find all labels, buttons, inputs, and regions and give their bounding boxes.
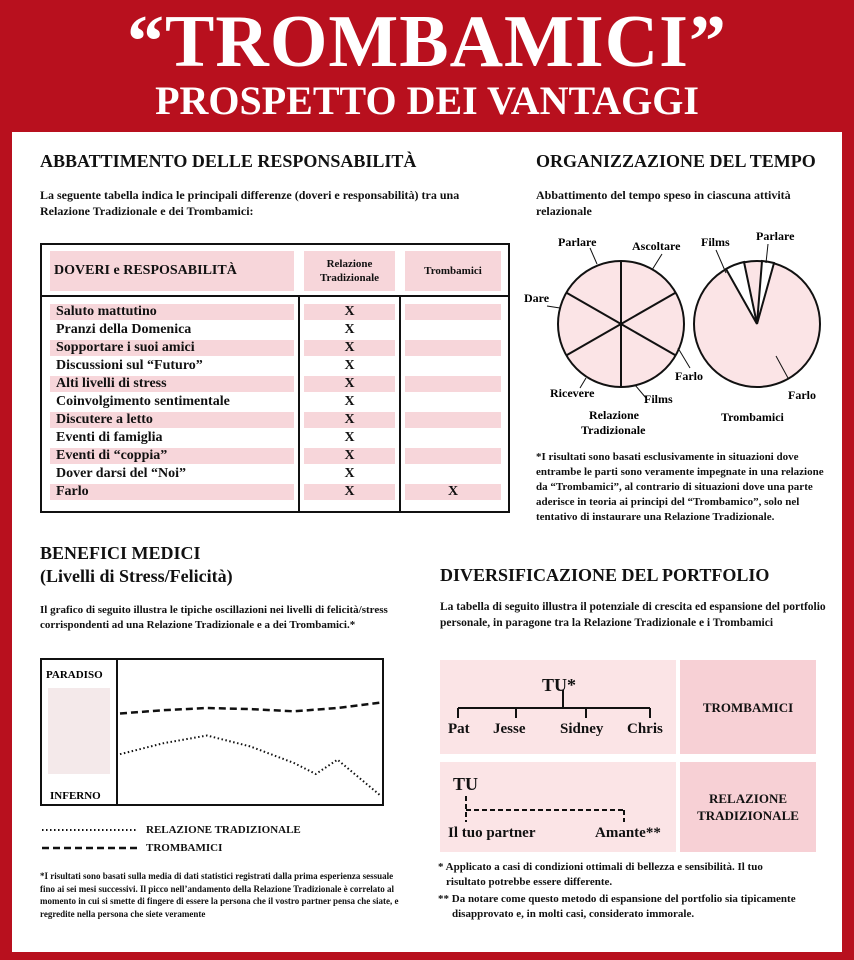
responsibilities-intro: La seguente tabella indica le principali differenze (doveri e responsabilità) tra una Relazione Tradizionale e dei Trombamici: — [40, 188, 460, 218]
pie-caption-line-2: Tradizionale — [581, 423, 646, 437]
pie-traditional — [524, 235, 703, 437]
medical-heading-1: BENEFICI MEDICI — [40, 543, 201, 563]
duty-cell: Dover darsi del “Noi” — [56, 466, 187, 481]
fwb-root: TU* — [542, 675, 577, 695]
trad-tree-label: RELAZIONE TRADIZIONALE — [680, 762, 816, 852]
pie-fwb-caption: Trombamici — [721, 410, 784, 424]
fwb-name-pat: Pat — [448, 721, 470, 737]
table-row — [42, 429, 508, 447]
column-header-duties: DOVERI e RESPOSABILITÀ — [50, 251, 294, 291]
stress-chart — [40, 658, 386, 808]
time-intro: Abbattimento del tempo speso in ciascuna attività relazionale — [536, 188, 791, 218]
traditional-cell: X — [304, 304, 395, 320]
y-label-paradiso: PARADISO — [46, 669, 103, 681]
traditional-cell: X — [344, 466, 355, 481]
table-row — [42, 375, 508, 393]
fwb-cell — [405, 376, 501, 392]
pie-label-farlo: Farlo — [675, 369, 703, 383]
table-row — [42, 465, 508, 483]
pie-fwb-label-parlare: Parlare — [756, 229, 795, 243]
legend-traditional: RELAZIONE TRADIZIONALE — [146, 824, 301, 836]
duty-cell: Farlo — [50, 484, 294, 500]
pie-fwb-label-films: Films — [701, 235, 730, 249]
pie-label-leader — [716, 250, 726, 273]
duty-cell: Pranzi della Domenica — [56, 322, 192, 337]
duty-cell: Eventi di “coppia” — [50, 448, 294, 464]
chart-legend-lines — [40, 822, 150, 852]
header — [0, 0, 854, 132]
duty-cell: Sopportare i suoi amici — [50, 340, 294, 356]
pie-caption-line-1: Relazione — [589, 408, 639, 422]
table-row — [42, 483, 508, 501]
page-title: “TROMBAMICI” — [127, 1, 727, 83]
duty-cell: Alti livelli di stress — [50, 376, 294, 392]
legend-fwb: TROMBAMICI — [146, 842, 223, 854]
traditional-cell: X — [304, 340, 395, 356]
duty-cell: Eventi di famiglia — [56, 430, 163, 445]
responsibilities-table — [40, 243, 510, 513]
table-row — [42, 339, 508, 357]
medical-heading-2: (Livelli di Stress/Felicità) — [40, 566, 233, 586]
fwb-name-jesse: Jesse — [493, 721, 526, 737]
time-pie-charts — [512, 228, 842, 440]
page-subtitle: PROSPETTO DEI VANTAGGI — [155, 78, 699, 123]
traditional-cell: X — [344, 358, 355, 373]
fwb-cell — [405, 412, 501, 428]
traditional-cell: X — [344, 430, 355, 445]
table-row — [42, 303, 508, 321]
fwb-tree-label: TROMBAMICI — [680, 660, 816, 754]
trad-name-lover: Amante** — [595, 825, 661, 841]
fwb-cell — [405, 466, 501, 482]
pie-label-parlare: Parlare — [558, 235, 597, 249]
fwb-cell — [405, 394, 501, 410]
traditional-cell: X — [304, 448, 395, 464]
duty-cell: Discutere a letto — [50, 412, 294, 428]
pie-label-dare: Dare — [524, 291, 550, 305]
trad-root: TU — [453, 774, 479, 794]
portfolio-heading: DIVERSIFICAZIONE DEL PORTFOLIO — [440, 565, 770, 585]
table-header — [42, 245, 508, 297]
pie-fwb-label-farlo: Farlo — [788, 388, 816, 402]
fwb-cell — [405, 322, 501, 338]
portfolio-note-1: * Applicato a casi di condizioni ottimali di bellezza e sensibilità. Il tuo risultato potrebbe essere differente. — [438, 861, 763, 888]
fwb-cell — [405, 358, 501, 374]
table-row — [42, 357, 508, 375]
time-heading: ORGANIZZAZIONE DEL TEMPO — [536, 151, 816, 171]
pie-label-leader — [590, 248, 597, 264]
pie-label-leader — [547, 306, 560, 308]
fwb-name-chris: Chris — [627, 721, 663, 737]
traditional-cell: X — [304, 412, 395, 428]
chart-y-band — [48, 688, 110, 774]
trad-name-partner: Il tuo partner — [448, 825, 536, 841]
pie-label-ricevere: Ricevere — [550, 386, 595, 400]
y-label-inferno: INFERNO — [50, 790, 101, 802]
fwb-cell — [405, 340, 501, 356]
pie-label-ascoltare: Ascoltare — [632, 239, 681, 253]
traditional-cell: X — [344, 394, 355, 409]
content-panel — [12, 132, 842, 952]
duty-cell: Discussioni sul “Futuro” — [56, 358, 203, 373]
responsibilities-heading: ABBATTIMENTO DELLE RESPONSABILITÀ — [40, 151, 417, 171]
portfolio-note-2: ** Da notare come questo metodo di espansione del portfolio sia tipicamente disapprovato e, in molti casi, considerato immorale. — [438, 893, 796, 920]
column-header-fwb: Trombamici — [405, 251, 501, 291]
traditional-cell: X — [344, 322, 355, 337]
fwb-cell: X — [405, 484, 501, 500]
duty-cell: Saluto mattutino — [50, 304, 294, 320]
portfolio-intro: La tabella di seguito illustra il potenziale di crescita ed espansione del portfolio personale, in paragone tra la Relazione Tradizionale e i Trombamici — [440, 601, 826, 629]
pie-label-films: Films — [644, 392, 673, 406]
fwb-name-sidney: Sidney — [560, 721, 604, 737]
traditional-cell: X — [304, 484, 395, 500]
traditional-cell: X — [304, 376, 395, 392]
pie-label-leader — [766, 244, 768, 263]
medical-intro: Il grafico di seguito illustra le tipiche oscillazioni nei livelli di felicità/stress corrispondenti ad una Relazione Tradizionale e a dei Trombamici.* — [40, 604, 388, 631]
duty-cell: Coinvolgimento sentimentale — [56, 394, 230, 409]
table-row — [42, 411, 508, 429]
pie-fwb — [694, 229, 820, 424]
pie-label-leader — [652, 254, 662, 270]
medical-note: *I risultati sono basati sulla media di dati statistici registrati dalla prima esperienza sessuale fino ai sei mesi successivi. Il picco nell’andamento della Relazione Tradizionale è correlato al momento in cui si smette di fingere di essere la persona che il vostro partner pensa che siate, e regredite nella persona che siete veramente — [40, 871, 399, 919]
time-note: *I risultati sono basati esclusivamente in situazioni dove entrambe le parti sono veramente impegnate in una relazione da “Trombamici”, al contrario di situazioni dove una parte aderisce in teoria ai principi del “Trombamico”, solo nel tentativo di instaurare una Relazione Tradizionale. — [536, 451, 824, 523]
table-row — [42, 447, 508, 465]
table-row — [42, 321, 508, 339]
fwb-cell — [405, 304, 501, 320]
pie-label-leader — [678, 348, 690, 368]
table-row — [42, 393, 508, 411]
fwb-cell — [405, 430, 501, 446]
column-header-traditional: Relazione Tradizionale — [304, 251, 395, 291]
fwb-cell — [405, 448, 501, 464]
